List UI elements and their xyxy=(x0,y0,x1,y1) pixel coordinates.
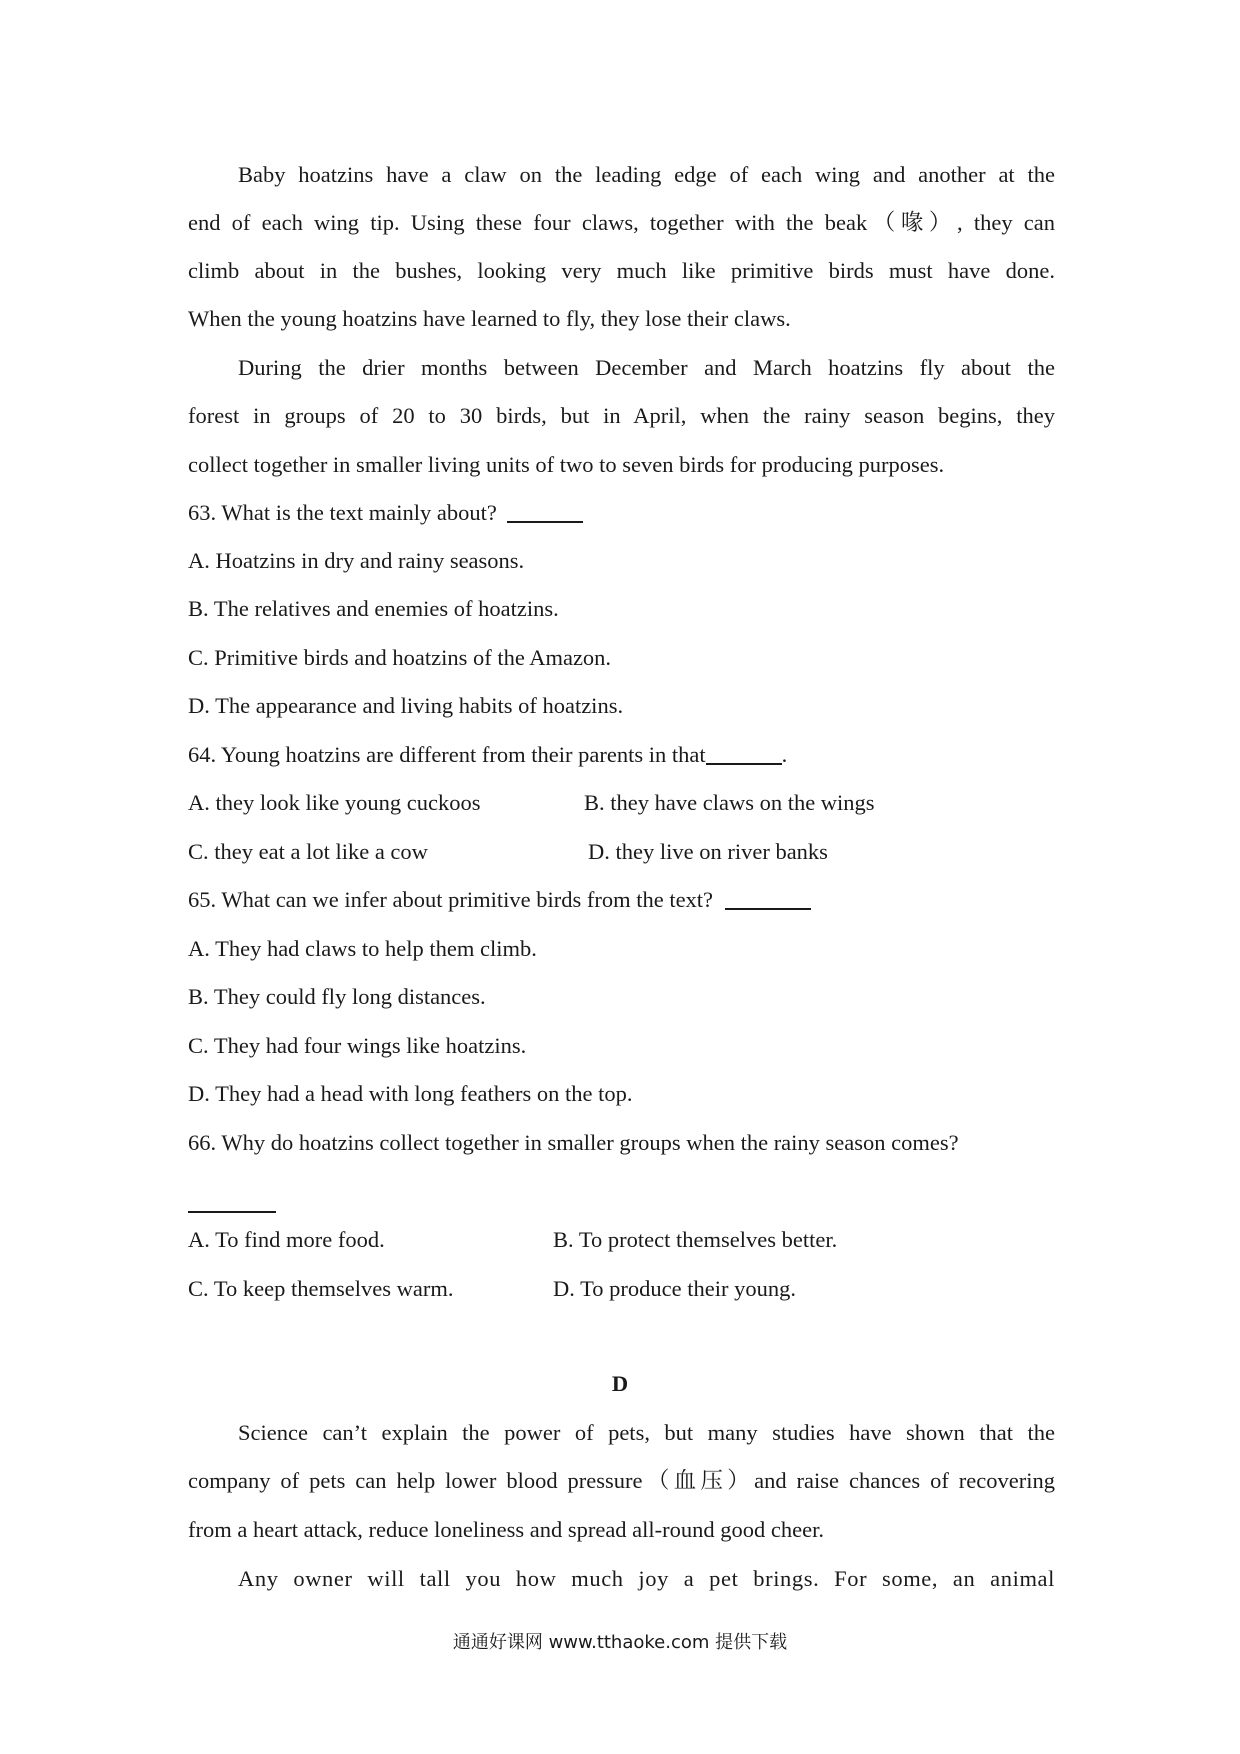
question-stem-text: 65. What can we infer about primitive birds from the text? xyxy=(188,887,714,912)
option-63-c[interactable]: C. Primitive birds and hoatzins of the Amazon. xyxy=(188,645,612,670)
option-65-c[interactable]: C. They had four wings like hoatzins. xyxy=(188,1033,527,1058)
question-65-stem xyxy=(188,885,1055,915)
passage-line: Any owner will tall you how much joy a pet brings. For some, an animal xyxy=(238,1566,1055,1591)
passage-line: During the drier months between December and March hoatzins fly about the xyxy=(238,355,1055,380)
answer-blank[interactable] xyxy=(725,908,811,910)
passage-line: company of pets can help lower blood pressure（血压）and raise chances of recovering xyxy=(188,1468,1055,1493)
passage-line: from a heart attack, reduce loneliness and spread all-round good cheer. xyxy=(188,1517,824,1542)
passage-line: forest in groups of 20 to 30 birds, but in April, when the rainy season begins, they xyxy=(188,403,1055,428)
option-66-b[interactable]: B. To protect themselves better. xyxy=(553,1227,838,1252)
option-64-c[interactable]: C. they eat a lot like a cow xyxy=(188,839,428,864)
option-row xyxy=(188,1274,1055,1304)
question-stem-text: 63. What is the text mainly about? xyxy=(188,500,497,525)
option-63-d[interactable]: D. The appearance and living habits of hoatzins. xyxy=(188,693,624,718)
option-66-c[interactable]: C. To keep themselves warm. xyxy=(188,1276,454,1301)
passage-line: climb about in the bushes, looking very much like primitive birds must have done. xyxy=(188,258,1055,283)
option-64-b[interactable]: B. they have claws on the wings xyxy=(584,790,875,815)
question-63-stem xyxy=(188,498,1055,528)
passage-line: When the young hoatzins have learned to fly, they lose their claws. xyxy=(188,306,791,331)
passage-line: Baby hoatzins have a claw on the leading edge of each wing and another at the xyxy=(238,162,1055,187)
answer-blank[interactable] xyxy=(706,763,782,765)
option-63-a[interactable]: A. Hoatzins in dry and rainy seasons. xyxy=(188,548,525,573)
option-66-d[interactable]: D. To produce their young. xyxy=(553,1276,796,1301)
section-heading: D xyxy=(611,1371,629,1396)
option-row xyxy=(188,1225,1055,1255)
option-66-a[interactable]: A. To find more food. xyxy=(188,1227,385,1252)
option-63-b[interactable]: B. The relatives and enemies of hoatzins. xyxy=(188,596,559,621)
answer-blank[interactable] xyxy=(507,521,583,523)
option-row xyxy=(188,837,1055,867)
passage-line: end of each wing tip. Using these four claws, together with the beak（喙）, they can xyxy=(188,210,1055,235)
option-65-d[interactable]: D. They had a head with long feathers on the top. xyxy=(188,1081,633,1106)
option-65-b[interactable]: B. They could fly long distances. xyxy=(188,984,486,1009)
option-64-a[interactable]: A. they look like young cuckoos xyxy=(188,790,481,815)
question-64-stem xyxy=(188,740,1055,770)
passage-line: Science can’t explain the power of pets, but many studies have shown that the xyxy=(238,1420,1055,1445)
passage-line: collect together in smaller living units of two to seven birds for producing purposes. xyxy=(188,452,945,477)
option-65-a[interactable]: A. They had claws to help them climb. xyxy=(188,936,537,961)
option-row xyxy=(188,788,1055,818)
question-stem-text: 64. Young hoatzins are different from their parents in that xyxy=(188,742,706,767)
page-footer: 通通好课网 www.tthaoke.com 提供下载 xyxy=(452,1632,788,1653)
stem-period: . xyxy=(781,742,788,767)
question-66-stem: 66. Why do hoatzins collect together in smaller groups when the rainy season comes? xyxy=(188,1130,959,1155)
answer-blank[interactable] xyxy=(188,1211,276,1213)
option-64-d[interactable]: D. they live on river banks xyxy=(588,839,828,864)
